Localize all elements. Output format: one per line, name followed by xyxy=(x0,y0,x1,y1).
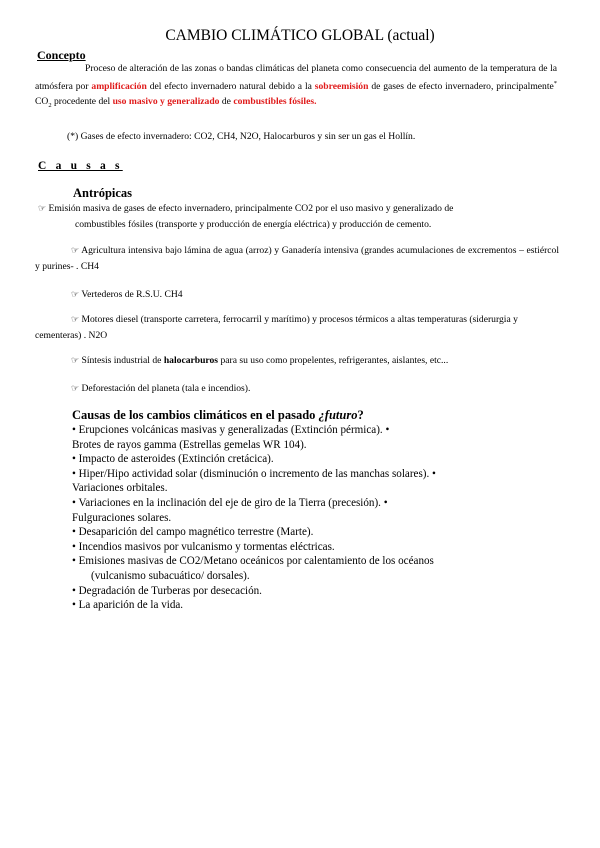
cause-vertederos-text: Vertederos de R.S.U. CH4 xyxy=(81,289,183,300)
pasado-heading-text: Causas de los cambios climáticos en el pasado xyxy=(72,408,316,422)
pasado-line: (vulcanismo subacuático/ dorsales). xyxy=(91,569,250,582)
concepto-text-1: Proceso de alteración de las zonas o bandas climáticas del planeta como consecuencia del aumento de la temperatura de la atmósfera por xyxy=(35,63,557,93)
cause-item-motores xyxy=(35,312,559,343)
cause-agricultura-text: Agricultura intensiva bajo lámina de agua (arroz) y Ganadería intensiva (grandes acumulaciones de excrementos – estiércol y purines- . CH4 xyxy=(35,245,559,272)
concepto-text-4: procedente del xyxy=(53,96,111,108)
pasado-line: • Impacto de asteroides (Extinción cretácica). xyxy=(72,453,274,466)
note-mark: (*) xyxy=(67,131,79,142)
page-title: CAMBIO CLIMÁTICO GLOBAL (actual) xyxy=(165,27,435,44)
pasado-line: • Degradación de Turberas por desecación. xyxy=(72,584,262,597)
pasado-line: • La aparición de la vida. xyxy=(72,599,184,612)
pasado-heading xyxy=(72,408,364,423)
pointing-hand-icon: ☞ xyxy=(71,290,80,300)
highlight-sobreemision: sobreemisión xyxy=(314,81,369,93)
cause-item-halocarburos xyxy=(71,353,448,369)
pasado-line: • Variaciones en la inclinación del eje de giro de la Tierra (precesión). • xyxy=(72,496,388,509)
cause-item-emision xyxy=(38,201,558,232)
concepto-text-5: de xyxy=(221,96,231,108)
pasado-line: Fulguraciones solares. xyxy=(72,511,172,524)
cause-item-agricultura xyxy=(35,243,559,274)
cause-item-vertederos xyxy=(71,287,183,303)
pasado-heading-futuro: ¿futuro xyxy=(318,408,358,422)
pointing-hand-icon: ☞ xyxy=(71,315,80,325)
pasado-line: • Emisiones masivas de CO2/Metano oceánicos por calentamiento de los océanos xyxy=(72,555,434,568)
highlight-combustibles: combustibles fósiles xyxy=(233,96,315,108)
pointing-hand-icon: ☞ xyxy=(71,356,80,366)
pasado-line: Brotes de rayos gamma (Estrellas gemelas WR 104). xyxy=(72,438,307,451)
gases-note xyxy=(67,131,415,142)
co2-subscript: 2 xyxy=(48,102,52,110)
concepto-text-co: CO xyxy=(35,96,49,108)
antropicas-heading: Antrópicas xyxy=(73,186,133,200)
concepto-text-3: de gases de efecto invernadero, principalmente xyxy=(371,81,554,93)
note-text: Gases de efecto invernadero: CO2, CH4, N2O, Halocarburos y sin ser un gas el Hollín. xyxy=(80,131,416,142)
pasado-line: • Erupciones volcánicas masivas y generalizadas (Extinción pérmica). • xyxy=(72,424,390,436)
cause-deforestacion-text: Deforestación del planeta (tala e incendios). xyxy=(81,383,251,394)
pasado-line: Variaciones orbitales. xyxy=(72,482,168,495)
causas-heading: C a u s a s xyxy=(38,160,123,172)
pasado-line: • Desaparición del campo magnético terrestre (Marte). xyxy=(72,526,314,539)
highlight-uso-masivo: uso masivo y generalizado xyxy=(112,96,220,108)
pasado-list xyxy=(72,423,552,613)
highlight-amplificacion: amplificación xyxy=(91,81,147,93)
cause-halocarburos-bold: halocarburos xyxy=(163,355,219,366)
asterisk-mark: * xyxy=(553,80,558,87)
pointing-hand-icon: ☞ xyxy=(38,204,47,214)
cause-emision-line2: combustibles fósiles (transporte y producción de energía eléctrica) y producción de cemento. xyxy=(75,219,432,230)
pasado-heading-q: ? xyxy=(357,408,364,422)
concepto-period: . xyxy=(314,96,317,108)
cause-halocarburos-post: para su uso como propelentes, refrigerantes, aislantes, etc... xyxy=(220,355,449,366)
concepto-paragraph xyxy=(35,61,557,113)
cause-emision-line1: Emisión masiva de gases de efecto invernadero, principalmente CO2 por el uso masivo y generalizado de xyxy=(48,203,454,214)
cause-item-deforestacion xyxy=(71,381,250,397)
cause-motores-text: Motores diesel (transporte carretera, ferrocarril y marítimo) y procesos térmicos a altas temperaturas (siderurgia y cementeras) . N2O xyxy=(35,314,518,341)
cause-halocarburos-pre: Síntesis industrial de xyxy=(81,355,162,366)
pointing-hand-icon: ☞ xyxy=(71,246,80,256)
concepto-heading: Concepto xyxy=(37,48,86,62)
pasado-line: • Hiper/Hipo actividad solar (disminución o incremento de las manchas solares). • xyxy=(72,467,436,480)
pointing-hand-icon: ☞ xyxy=(71,384,80,394)
concepto-text-2: del efecto invernadero natural debido a la xyxy=(149,81,312,93)
pasado-line: • Incendios masivos por vulcanismo y tormentas eléctricas. xyxy=(72,540,335,553)
